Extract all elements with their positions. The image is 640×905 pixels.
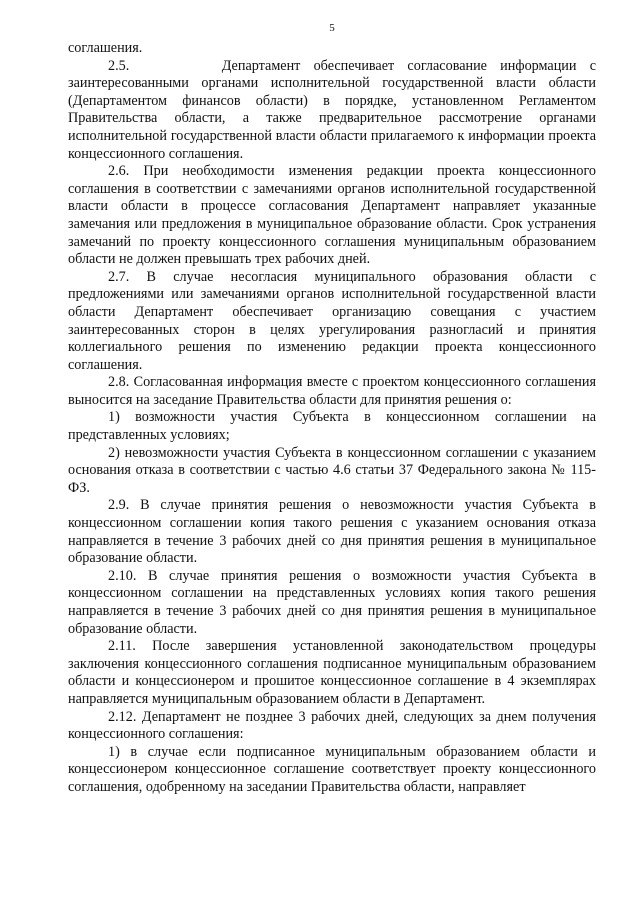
- paragraph: 2.10. В случае принятия решения о возможности участия Субъекта в концессионном соглашении на представленных условиях копия такого решения направляется в течение 3 рабочих дней со дня принятия решения в муниципальное образование области.: [68, 567, 596, 637]
- paragraph: 2.7. В случае несогласия муниципального образования области с предложениями или замечаниями органов исполнительной государственной власти области Департамент обеспечивает организацию совещания с участием заинтересованных сторон в целях урегулирования разногласий и принятия коллегиального решения по изменению редакции проекта концессионного соглашения.: [68, 268, 596, 373]
- paragraph: 1) в случае если подписанное муниципальным образованием области и концессионером концессионное соглашение соответствует проекту концессионного соглашения, одобренному на заседании Правительства области, направляет: [68, 743, 596, 795]
- paragraph: 2.6. При необходимости изменения редакции проекта концессионного соглашения в соответствии с замечаниями органов исполнительной государственной власти области в процессе согласования Департамент направляет указанные замечания или предложения в муниципальное образование области. Срок устранения замечаний по проекту концессионного соглашения муниципальным образованием области не должен превышать трех рабочих дней.: [68, 163, 596, 268]
- paragraph: 1) возможности участия Субъекта в концессионном соглашении на представленных условиях;: [68, 409, 596, 444]
- paragraph: 2) невозможности участия Субъекта в концессионном соглашении с указанием основания отказа в соответствии с частью 4.6 статьи 37 Федерального закона № 115-ФЗ.: [68, 444, 596, 496]
- document-page: [68, 22, 596, 797]
- paragraph: соглашения.: [68, 40, 143, 56]
- paragraph: 2.12. Департамент не позднее 3 рабочих дней, следующих за днем получения концессионного соглашения:: [68, 708, 596, 743]
- paragraph: 2.5. Департамент обеспечивает согласование информации с заинтересованными органами исполнительной государственной власти области (Департаментом финансов области) в порядке, установленном Регламентом Правительства области, а также предварительное рассмотрение органами исполнительной государственной власти области прилагаемого к информации проекта концессионного соглашения.: [68, 57, 596, 162]
- paragraph: 2.9. В случае принятия решения о невозможности участия Субъекта в концессионном соглашении копия такого решения с указанием основания отказа направляется в течение 3 рабочих дней со дня принятия решения в муниципальное образование области.: [68, 497, 596, 567]
- paragraph: 2.11. После завершения установленной законодательством процедуры заключения концессионного соглашения подписанное муниципальным образованием области и концессионером и прошитое концессионное соглашение в 4 экземплярах направляется муниципальным образованием области в Департамент.: [68, 638, 596, 707]
- paragraph: 2.8. Согласованная информация вместе с проектом концессионного соглашения выносится на заседание Правительства области для принятия решения о:: [68, 374, 596, 408]
- page-number: 5: [329, 22, 335, 34]
- document-body: [68, 40, 596, 797]
